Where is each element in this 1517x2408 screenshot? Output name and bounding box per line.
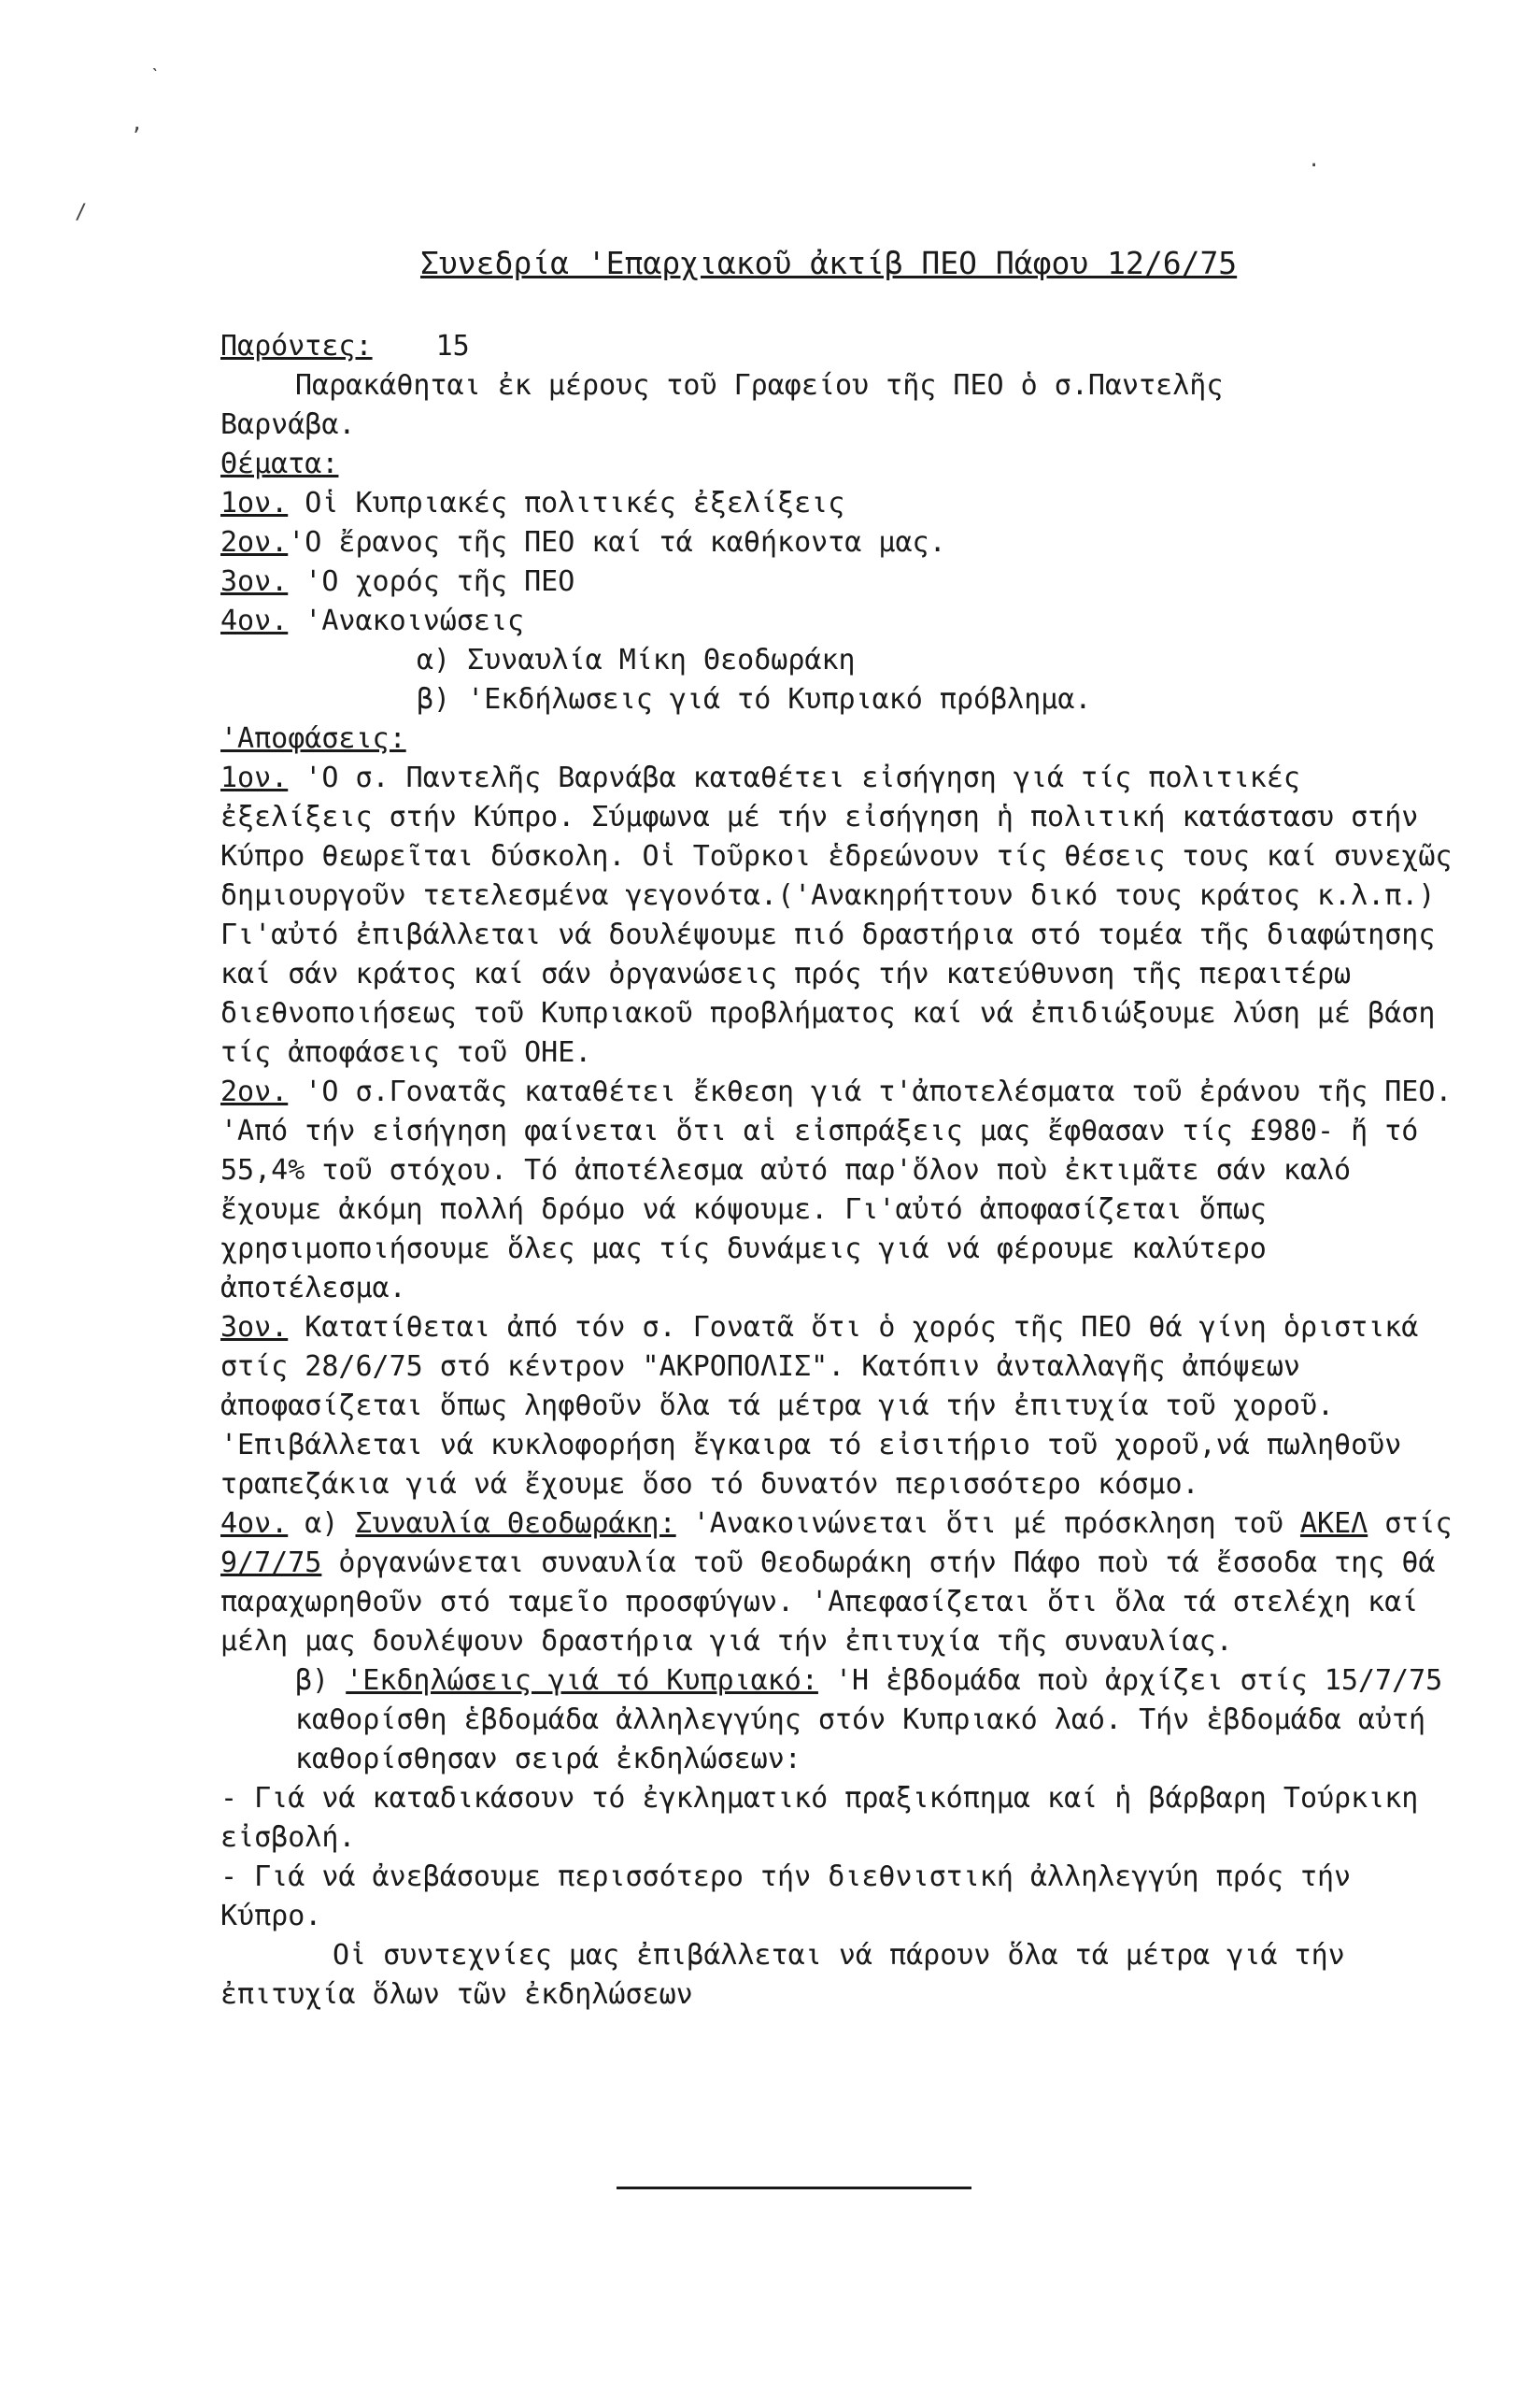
topic-text: 'Ο χορός τῆς ΠΕΟ [288, 565, 575, 598]
bullet-item: - Γιά νά καταδικάσουν τό ἐγκληματικό πραξικόπημα καί ἡ βάρβαρη Τούρκικη εἰσβολή. [220, 1782, 1419, 1854]
decision-4a-rest: ὀργανώνεται συναυλία τοῦ Θεοδωράκη στήν Πάφο ποὺ τά ἔσσοδα της θά παραχωρηθοῦν στό ταμεῖο προσφύγων. 'Απεφασίζεται ὅτι ὅλα τά στελέχη καί μέλη μας δουλέψουν δραστήρια γιά τήν ἐπιτυχία τῆς συναυλίας. [220, 1546, 1436, 1658]
present-count: 15 [435, 330, 470, 363]
topic-text: 'Ο ἔρανος τῆς ΠΕΟ καί τά καθήκοντα μας. [288, 526, 946, 559]
decision-4b-label: 'Εκδηλώσεις γιά τό Κυπριακό: [346, 1664, 818, 1697]
topic-item [220, 523, 1463, 563]
decision-4a [220, 1504, 1463, 1661]
scan-speck: · [1308, 154, 1321, 178]
closing-paragraph: Οἱ συντεχνίες μας ἐπιβάλλεται νά πάρουν ὅλα τά μέτρα γιά τήν ἐπιτυχία ὅλων τῶν ἐκδηλώσεων [220, 1939, 1345, 2011]
topic-item [220, 563, 1463, 602]
topic-item [220, 484, 1463, 523]
decision-4b-prefix: β) [295, 1664, 347, 1697]
bullet-item: - Γιά νά ἀνεβάσουμε περισσότερο τήν διεθνιστική ἀλληλεγγύη πρός τήν Κύπρο. [220, 1860, 1352, 1932]
decision-number: 3ον. [220, 1311, 289, 1344]
decision-4a-akel: ΑΚΕΛ [1299, 1507, 1368, 1540]
topic-text: 'Ανακοινώσεις [288, 605, 525, 637]
scan-speck: ˋ [149, 65, 163, 89]
signature-line [617, 2187, 971, 2189]
decisions-label: 'Αποφάσεις: [220, 722, 406, 755]
topics-label: Θέματα: [220, 448, 339, 480]
topic-number: 4ον. [220, 605, 289, 637]
decision-4b-text: 'Η ἑβδομάδα ποὺ ἀρχίζει στίς 15/7/75 καθορίσθη ἑβδομάδα ἀλληλεγγύης στόν Κυπριακό λαό. Τήν ἑβδομάδα αὐτή καθορίσθησαν σειρά ἐκδηλώσεων: [295, 1664, 1443, 1775]
document-body [220, 327, 1463, 2015]
present-label: Παρόντες: [220, 330, 373, 363]
scan-speck: / [75, 201, 88, 224]
decision-text: 'Ο σ.Γονατᾶς καταθέτει ἔκθεση γιά τ'ἀποτελέσματα τοῦ ἐράνου τῆς ΠΕΟ. 'Από τήν εἰσήγηση φαίνεται ὅτι αἱ εἰσπράξεις μας ἔφθασαν τίς £980- ἤ τό 55,4% τοῦ στόχου. Τό ἀποτέλεσμα αὐτό παρ'ὅλον ποὺ ἐκτιμᾶτε σάν καλό ἔχουμε ἀκόμη πολλή δρόμο νά κόψουμε. Γι'αὐτό ἀποφασίζεται ὅπως χρησιμοποιήσουμε ὅλες μας τίς δυνάμεις γιά νά φέρουμε καλύτερο ἀποτέλεσμα. [220, 1076, 1453, 1304]
topic-item [220, 602, 1463, 641]
document-title: Συνεδρία 'Επαρχιακοῦ ἀκτίβ ΠΕΟ Πάφου 12/6/75 [420, 245, 1238, 281]
decision-4a-prefix: α) [288, 1507, 356, 1540]
subtopic-a: α) Συναυλία Μίκη Θεοδωράκη [417, 644, 856, 677]
decision-4a-label: Συναυλία Θεοδωράκη: [355, 1507, 676, 1540]
decision-text: Κατατίθεται ἀπό τόν σ. Γονατᾶ ὅτι ὁ χορός τῆς ΠΕΟ θά γίνη ὁριστικά στίς 28/6/75 στό κέντρον "ΑΚΡΟΠΟΛΙΣ". Κατόπιν ἀνταλλαγῆς ἀπόψεων ἀποφασίζεται ὅπως ληφθοῦν ὅλα τά μέτρα γιά τήν ἐπιτυχία τοῦ χοροῦ. 'Επιβάλλεται νά κυκλοφορήση ἔγκαιρα τό εἰσιτήριο τοῦ χοροῦ,νά πωληθοῦν τραπεζάκια γιά νά ἔχουμε ὅσο τό δυνατόν περισσότερο κόσμο. [220, 1311, 1419, 1501]
present-note-1: Παρακάθηται ἐκ μέρους τοῦ Γραφείου τῆς ΠΕΟ ὁ σ.Παντελῆς [295, 369, 1224, 402]
decision-4a-date: 9/7/75 [220, 1546, 322, 1579]
present-note-2: Βαρνάβα. [220, 408, 356, 441]
decision-number: 1ον. [220, 762, 289, 794]
decision-4b [220, 1661, 1463, 1779]
decision-3 [220, 1308, 1463, 1504]
topic-number: 2ον. [220, 526, 289, 559]
decision-4a-on: στίς [1368, 1507, 1453, 1540]
topic-number: 3ον. [220, 565, 289, 598]
subtopic-b: β) 'Εκδήλωσεις γιά τό Κυπριακό πρόβλημα. [417, 683, 1092, 716]
decision-1 [220, 759, 1463, 1073]
decision-4a-text: 'Ανακοινώνεται ὅτι μέ πρόσκληση τοῦ [675, 1507, 1283, 1540]
present-line [220, 327, 1463, 366]
decision-number: 4ον. [220, 1507, 289, 1540]
topic-number: 1ον. [220, 487, 289, 520]
decision-2 [220, 1073, 1463, 1308]
topic-text: Οἱ Κυπριακές πολιτικές ἐξελίξεις [288, 487, 845, 520]
decision-number: 2ον. [220, 1076, 289, 1108]
decision-text: 'Ο σ. Παντελῆς Βαρνάβα καταθέτει εἰσήγηση γιά τίς πολιτικές ἐξελίξεις στήν Κύπρο. Σύμφωνα μέ τήν εἰσήγηση ἡ πολιτική κατάστασυ στήν Κύπρο θεωρεῖται δύσκολη. Οἱ Τοῦρκοι ἑδρεώνουν τίς θέσεις τους καί συνεχῶς δημιουργοῦν τετελεσμένα γεγονότα.('Ανακηρήττουν δικό τους κράτος κ.λ.π.) Γι'αὐτό ἐπιβάλλεται νά δουλέψουμε πιό δραστήρια στό τομέα τῆς διαφώτησης καί σάν κράτος καί σάν ὀργανώσεις πρός τήν κατεύθυνση τῆς περαιτέρω διεθνοποιήσεως τοῦ Κυπριακοῦ προβλήματος καί νά ἐπιδιώξουμε λύση μέ βάση τίς ἀποφάσεις τοῦ ΟΗΕ. [220, 762, 1453, 1069]
scan-speck: ‚ [131, 112, 144, 135]
